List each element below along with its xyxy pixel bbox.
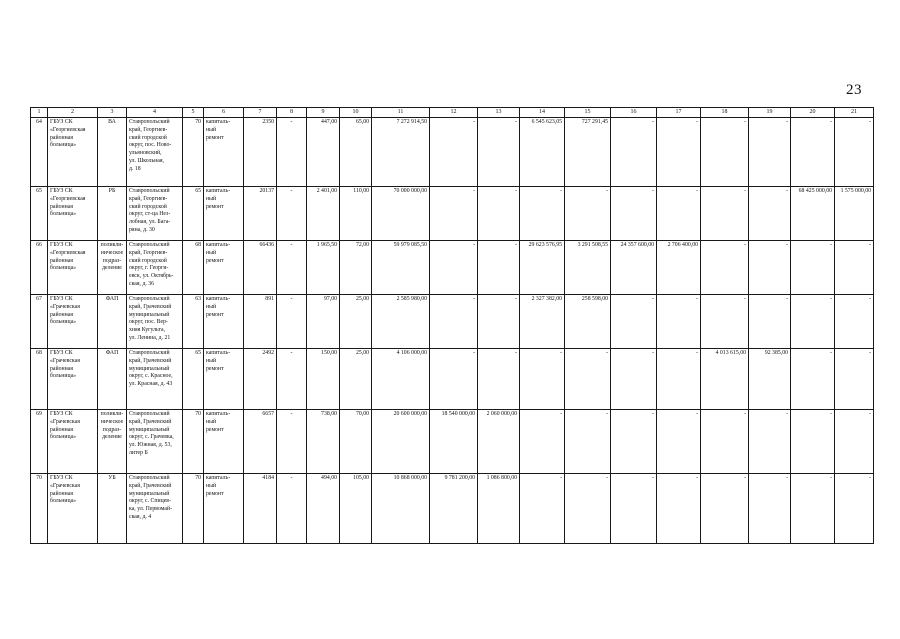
institution-name-cell: [48, 474, 98, 544]
col-17-cell: -: [657, 118, 701, 187]
col-20-cell: 68 425 000,00: [791, 187, 835, 241]
col-7-cell: 2350: [244, 118, 277, 187]
table-row: [31, 295, 874, 349]
work-type-line: ный: [206, 126, 217, 133]
address-line: литер Б: [129, 450, 148, 457]
col-10-cell: 65,00: [340, 118, 372, 187]
address-cell: [127, 349, 183, 410]
wear-percent-cell: 70: [183, 410, 204, 474]
address-cell: [127, 187, 183, 241]
institution-name-line: больница»: [50, 319, 77, 326]
col-16-cell: -: [611, 410, 657, 474]
address-line: ская, д. 4: [129, 514, 152, 521]
total-cost-cell: 10 868 000,00: [372, 474, 430, 544]
institution-name-line: «Грачевская: [50, 418, 80, 425]
institution-name-line: «Георгиевская: [50, 195, 86, 202]
row-number-cell: 70: [31, 474, 48, 544]
address-line: край, Грачевский: [129, 482, 172, 489]
col-14-cell: -: [520, 410, 565, 474]
institution-name-line: районная: [50, 311, 73, 318]
institution-name-line: ГБУЗ СК: [50, 475, 73, 481]
col-8-cell: -: [277, 349, 307, 410]
col-18-cell: -: [701, 187, 749, 241]
facility-type-cell: [98, 241, 127, 295]
col-10-cell: 110,00: [340, 187, 372, 241]
work-type-line: капиталь-: [206, 411, 231, 417]
col-21-cell: -: [835, 349, 874, 410]
address-line: округ, пос. Вер-: [129, 319, 168, 326]
row-number-cell: 67: [31, 295, 48, 349]
col-20-cell: -: [791, 410, 835, 474]
institution-name-line: ГБУЗ СК: [50, 411, 73, 417]
wear-percent-cell: 65: [183, 349, 204, 410]
col-19-cell: 92 385,00: [749, 349, 791, 410]
area-cell: 150,00: [307, 349, 340, 410]
col-21-cell: -: [835, 410, 874, 474]
column-number-header: 6: [204, 108, 244, 118]
work-type-line: ремонт: [206, 203, 224, 210]
work-type-line: ный: [206, 195, 217, 202]
column-number-header: 19: [749, 108, 791, 118]
facility-type-line: ВА: [108, 119, 116, 125]
col-8-cell: -: [277, 295, 307, 349]
institution-name-line: «Грачевская: [50, 482, 80, 489]
area-cell: 97,00: [307, 295, 340, 349]
address-line: ская, д. 36: [129, 281, 155, 288]
column-number-header: 12: [430, 108, 478, 118]
address-line: ул. Красная, д. 43: [129, 381, 173, 388]
address-cell: [127, 295, 183, 349]
institution-name-line: районная: [50, 257, 73, 264]
col-18-cell: -: [701, 241, 749, 295]
institution-name-line: больница»: [50, 211, 77, 218]
institution-name-cell: [48, 410, 98, 474]
address-line: ский городской: [129, 134, 167, 141]
address-line: округ, пос. Ново-: [129, 142, 172, 149]
row-number-cell: 65: [31, 187, 48, 241]
col-16-cell: -: [611, 474, 657, 544]
facility-type-line: подраз-: [102, 257, 122, 264]
column-number-header: 15: [565, 108, 611, 118]
work-type-line: капиталь-: [206, 350, 231, 356]
facility-type-cell: [98, 410, 127, 474]
col-21-cell: -: [835, 118, 874, 187]
col-20-cell: -: [791, 474, 835, 544]
address-line: Ставропольский: [129, 475, 170, 481]
col-21-cell: 1 575 000,00: [835, 187, 874, 241]
col-14-cell: -: [520, 187, 565, 241]
row-number-cell: 64: [31, 118, 48, 187]
column-number-header: 7: [244, 108, 277, 118]
column-number-header: 20: [791, 108, 835, 118]
col-15-cell: -: [565, 474, 611, 544]
address-line: ул. Южная, д. 53,: [129, 442, 172, 449]
column-number-header: 13: [478, 108, 520, 118]
column-number-header: 5: [183, 108, 204, 118]
work-type-line: ремонт: [206, 134, 224, 141]
col-18-cell: -: [701, 295, 749, 349]
col-18-cell: -: [701, 410, 749, 474]
work-type-line: капиталь-: [206, 475, 231, 481]
work-type-cell: [204, 118, 244, 187]
address-line: д. 18: [129, 165, 141, 172]
row-number-cell: 68: [31, 349, 48, 410]
facility-type-line: подраз-: [102, 426, 122, 433]
address-line: округ, с. Грачевка,: [129, 434, 174, 441]
row-number-cell: 69: [31, 410, 48, 474]
total-cost-cell: 20 600 000,00: [372, 410, 430, 474]
wear-percent-cell: 65: [183, 187, 204, 241]
table-row: [31, 118, 874, 187]
col-17-cell: -: [657, 410, 701, 474]
address-line: лобная, ул. Бага-: [129, 219, 171, 226]
address-line: хняя Кугульта,: [129, 327, 166, 334]
col-12-cell: -: [430, 349, 478, 410]
col-20-cell: -: [791, 241, 835, 295]
work-type-line: ный: [206, 357, 217, 364]
facility-type-line: поликли-: [100, 411, 124, 417]
col-14-cell: -: [520, 349, 565, 410]
facility-type-line: ФАП: [105, 350, 119, 356]
area-cell: 2 401,00: [307, 187, 340, 241]
address-line: Ставропольский: [129, 411, 170, 417]
institution-name-line: районная: [50, 490, 73, 497]
total-cost-cell: 7 272 914,50: [372, 118, 430, 187]
institution-name-cell: [48, 118, 98, 187]
wear-percent-cell: 68: [183, 241, 204, 295]
total-cost-cell: 59 979 085,50: [372, 241, 430, 295]
address-line: муниципальный: [129, 426, 170, 433]
col-7-cell: 6657: [244, 410, 277, 474]
address-line: край, Георгиев-: [129, 195, 168, 202]
col-13-cell: 2 060 000,00: [478, 410, 520, 474]
work-type-line: капиталь-: [206, 119, 231, 125]
col-17-cell: -: [657, 349, 701, 410]
work-type-line: ный: [206, 303, 217, 310]
table-row: [31, 474, 874, 544]
address-line: евск, ул. Октябрь-: [129, 273, 174, 280]
institution-name-line: ГБУЗ СК: [50, 350, 73, 356]
facility-type-line: УБ: [108, 475, 116, 481]
col-8-cell: -: [277, 241, 307, 295]
wear-percent-cell: 70: [183, 474, 204, 544]
address-line: Ставропольский: [129, 350, 170, 356]
address-line: Ставропольский: [129, 242, 170, 248]
work-type-line: ремонт: [206, 257, 224, 264]
address-line: округ, ст-ца Нез-: [129, 211, 171, 218]
col-21-cell: -: [835, 295, 874, 349]
institution-name-line: больница»: [50, 373, 77, 380]
address-line: край, Грачевский: [129, 357, 172, 364]
col-18-cell: -: [701, 118, 749, 187]
address-line: муниципальный: [129, 365, 170, 372]
facility-type-line: деление: [102, 265, 122, 272]
col-7-cell: 2492: [244, 349, 277, 410]
facility-type-line: ническое: [100, 418, 124, 425]
col-12-cell: 9 781 200,00: [430, 474, 478, 544]
col-8-cell: -: [277, 118, 307, 187]
address-line: Ставропольский: [129, 119, 170, 125]
column-number-header: 10: [340, 108, 372, 118]
address-line: ский городской: [129, 203, 167, 210]
address-line: ул. Школьная,: [129, 158, 164, 165]
column-number-header: 8: [277, 108, 307, 118]
col-14-cell: -: [520, 474, 565, 544]
col-10-cell: 72,00: [340, 241, 372, 295]
institution-name-cell: [48, 349, 98, 410]
col-12-cell: -: [430, 118, 478, 187]
col-15-cell: 727 291,45: [565, 118, 611, 187]
col-17-cell: 2 706 400,00: [657, 241, 701, 295]
column-number-header: 21: [835, 108, 874, 118]
column-number-header: 4: [127, 108, 183, 118]
work-type-line: ный: [206, 418, 217, 425]
col-10-cell: 70,00: [340, 410, 372, 474]
page-number: 23: [846, 82, 862, 98]
col-15-cell: 3 291 508,55: [565, 241, 611, 295]
address-line: ский городской: [129, 257, 167, 264]
work-type-line: ный: [206, 482, 217, 489]
address-line: муниципальный: [129, 490, 170, 497]
institution-name-line: районная: [50, 365, 73, 372]
col-13-cell: -: [478, 187, 520, 241]
col-13-cell: -: [478, 295, 520, 349]
table-row: [31, 410, 874, 474]
col-12-cell: -: [430, 241, 478, 295]
column-number-header: 9: [307, 108, 340, 118]
row-number-cell: 66: [31, 241, 48, 295]
col-18-cell: -: [701, 474, 749, 544]
area-cell: 447,00: [307, 118, 340, 187]
work-type-cell: [204, 241, 244, 295]
total-cost-cell: 70 000 000,00: [372, 187, 430, 241]
address-cell: [127, 118, 183, 187]
column-number-header: 11: [372, 108, 430, 118]
address-line: ул. Ленина, д. 21: [129, 335, 171, 342]
address-line: Ставропольский: [129, 188, 170, 194]
institution-name-line: «Грачевская: [50, 303, 80, 310]
facility-type-cell: [98, 118, 127, 187]
column-number-header: 18: [701, 108, 749, 118]
col-18-cell: 4 013 615,00: [701, 349, 749, 410]
col-10-cell: 25,00: [340, 349, 372, 410]
table-header-row: [31, 108, 874, 118]
col-21-cell: -: [835, 241, 874, 295]
table-row: [31, 187, 874, 241]
col-13-cell: 1 086 800,00: [478, 474, 520, 544]
col-7-cell: 66436: [244, 241, 277, 295]
column-number-header: 14: [520, 108, 565, 118]
col-21-cell: -: [835, 474, 874, 544]
work-type-cell: [204, 474, 244, 544]
institution-name-line: ГБУЗ СК: [50, 296, 73, 302]
col-7-cell: 891: [244, 295, 277, 349]
institution-name-line: больница»: [50, 498, 77, 505]
address-cell: [127, 410, 183, 474]
facility-type-cell: [98, 474, 127, 544]
col-15-cell: 258 598,00: [565, 295, 611, 349]
total-cost-cell: 4 106 000,00: [372, 349, 430, 410]
col-15-cell: -: [565, 187, 611, 241]
institution-name-line: «Грачевская: [50, 357, 80, 364]
work-type-cell: [204, 187, 244, 241]
institution-name-line: больница»: [50, 434, 77, 441]
col-19-cell: -: [749, 187, 791, 241]
col-16-cell: -: [611, 118, 657, 187]
work-type-line: ный: [206, 249, 217, 256]
work-type-cell: [204, 349, 244, 410]
facility-type-line: РБ: [108, 188, 116, 194]
address-line: округ, г. Георги-: [129, 265, 169, 272]
address-line: ульяновский,: [129, 150, 162, 157]
col-14-cell: 6 545 623,05: [520, 118, 565, 187]
col-14-cell: 2 327 382,00: [520, 295, 565, 349]
col-8-cell: -: [277, 474, 307, 544]
institution-name-cell: [48, 187, 98, 241]
address-line: Ставропольский: [129, 296, 170, 302]
address-line: округ, с. Красное,: [129, 373, 173, 380]
institution-name-cell: [48, 241, 98, 295]
data-table: [30, 107, 874, 544]
institution-name-line: «Георгиевская: [50, 126, 86, 133]
col-17-cell: -: [657, 187, 701, 241]
col-19-cell: -: [749, 410, 791, 474]
address-line: округ, с. Спицев-: [129, 498, 171, 505]
col-20-cell: -: [791, 118, 835, 187]
area-cell: 738,00: [307, 410, 340, 474]
col-17-cell: -: [657, 295, 701, 349]
work-type-line: капиталь-: [206, 296, 231, 302]
col-19-cell: -: [749, 118, 791, 187]
institution-name-line: ГБУЗ СК: [50, 242, 73, 248]
col-20-cell: -: [791, 295, 835, 349]
col-10-cell: 25,00: [340, 295, 372, 349]
work-type-cell: [204, 410, 244, 474]
facility-type-cell: [98, 349, 127, 410]
wear-percent-cell: 63: [183, 295, 204, 349]
col-8-cell: -: [277, 187, 307, 241]
work-type-line: ремонт: [206, 365, 224, 372]
col-14-cell: 29 623 576,95: [520, 241, 565, 295]
work-type-line: ремонт: [206, 311, 224, 318]
col-16-cell: 24 357 600,00: [611, 241, 657, 295]
facility-type-cell: [98, 295, 127, 349]
work-type-cell: [204, 295, 244, 349]
table-row: [31, 241, 874, 295]
column-number-header: 2: [48, 108, 98, 118]
col-20-cell: -: [791, 349, 835, 410]
address-line: ка, ул. Первомай-: [129, 506, 173, 513]
institution-name-line: районная: [50, 203, 73, 210]
col-16-cell: -: [611, 187, 657, 241]
address-line: муниципальный: [129, 311, 170, 318]
address-line: край, Георгиев-: [129, 249, 168, 256]
col-13-cell: -: [478, 241, 520, 295]
institution-name-line: районная: [50, 134, 73, 141]
table-row: [31, 349, 874, 410]
institution-name-line: «Георгиевская: [50, 249, 86, 256]
institution-name-line: больница»: [50, 142, 77, 149]
address-cell: [127, 474, 183, 544]
facility-type-line: деление: [102, 434, 122, 441]
address-line: край, Грачевский: [129, 303, 172, 310]
work-type-line: капиталь-: [206, 242, 231, 248]
address-cell: [127, 241, 183, 295]
address-line: ряна, д. 30: [129, 227, 155, 234]
col-8-cell: -: [277, 410, 307, 474]
col-12-cell: -: [430, 295, 478, 349]
col-16-cell: -: [611, 295, 657, 349]
work-type-line: ремонт: [206, 426, 224, 433]
col-12-cell: 18 540 000,00: [430, 410, 478, 474]
col-12-cell: -: [430, 187, 478, 241]
total-cost-cell: 2 585 980,00: [372, 295, 430, 349]
area-cell: 1 965,50: [307, 241, 340, 295]
facility-type-line: ФАП: [105, 296, 119, 302]
institution-name-line: больница»: [50, 265, 77, 272]
col-10-cell: 105,00: [340, 474, 372, 544]
col-19-cell: -: [749, 241, 791, 295]
col-7-cell: 4184: [244, 474, 277, 544]
area-cell: 494,00: [307, 474, 340, 544]
column-number-header: 17: [657, 108, 701, 118]
wear-percent-cell: 70: [183, 118, 204, 187]
col-13-cell: -: [478, 349, 520, 410]
column-number-header: 1: [31, 108, 48, 118]
work-type-line: ремонт: [206, 490, 224, 497]
col-7-cell: 20137: [244, 187, 277, 241]
institution-name-line: ГБУЗ СК: [50, 188, 73, 194]
col-15-cell: -: [565, 410, 611, 474]
institution-name-cell: [48, 295, 98, 349]
column-number-header: 16: [611, 108, 657, 118]
facility-type-line: поликли-: [100, 242, 124, 248]
address-line: край, Грачевский: [129, 418, 172, 425]
address-line: край, Георгиев-: [129, 126, 168, 133]
column-number-header: 3: [98, 108, 127, 118]
institution-name-line: районная: [50, 426, 73, 433]
col-19-cell: -: [749, 295, 791, 349]
work-type-line: капиталь-: [206, 188, 231, 194]
facility-type-cell: [98, 187, 127, 241]
facility-type-line: ническое: [100, 249, 124, 256]
col-13-cell: -: [478, 118, 520, 187]
col-15-cell: -: [565, 349, 611, 410]
col-17-cell: -: [657, 474, 701, 544]
col-19-cell: -: [749, 474, 791, 544]
col-16-cell: -: [611, 349, 657, 410]
institution-name-line: ГБУЗ СК: [50, 119, 73, 125]
